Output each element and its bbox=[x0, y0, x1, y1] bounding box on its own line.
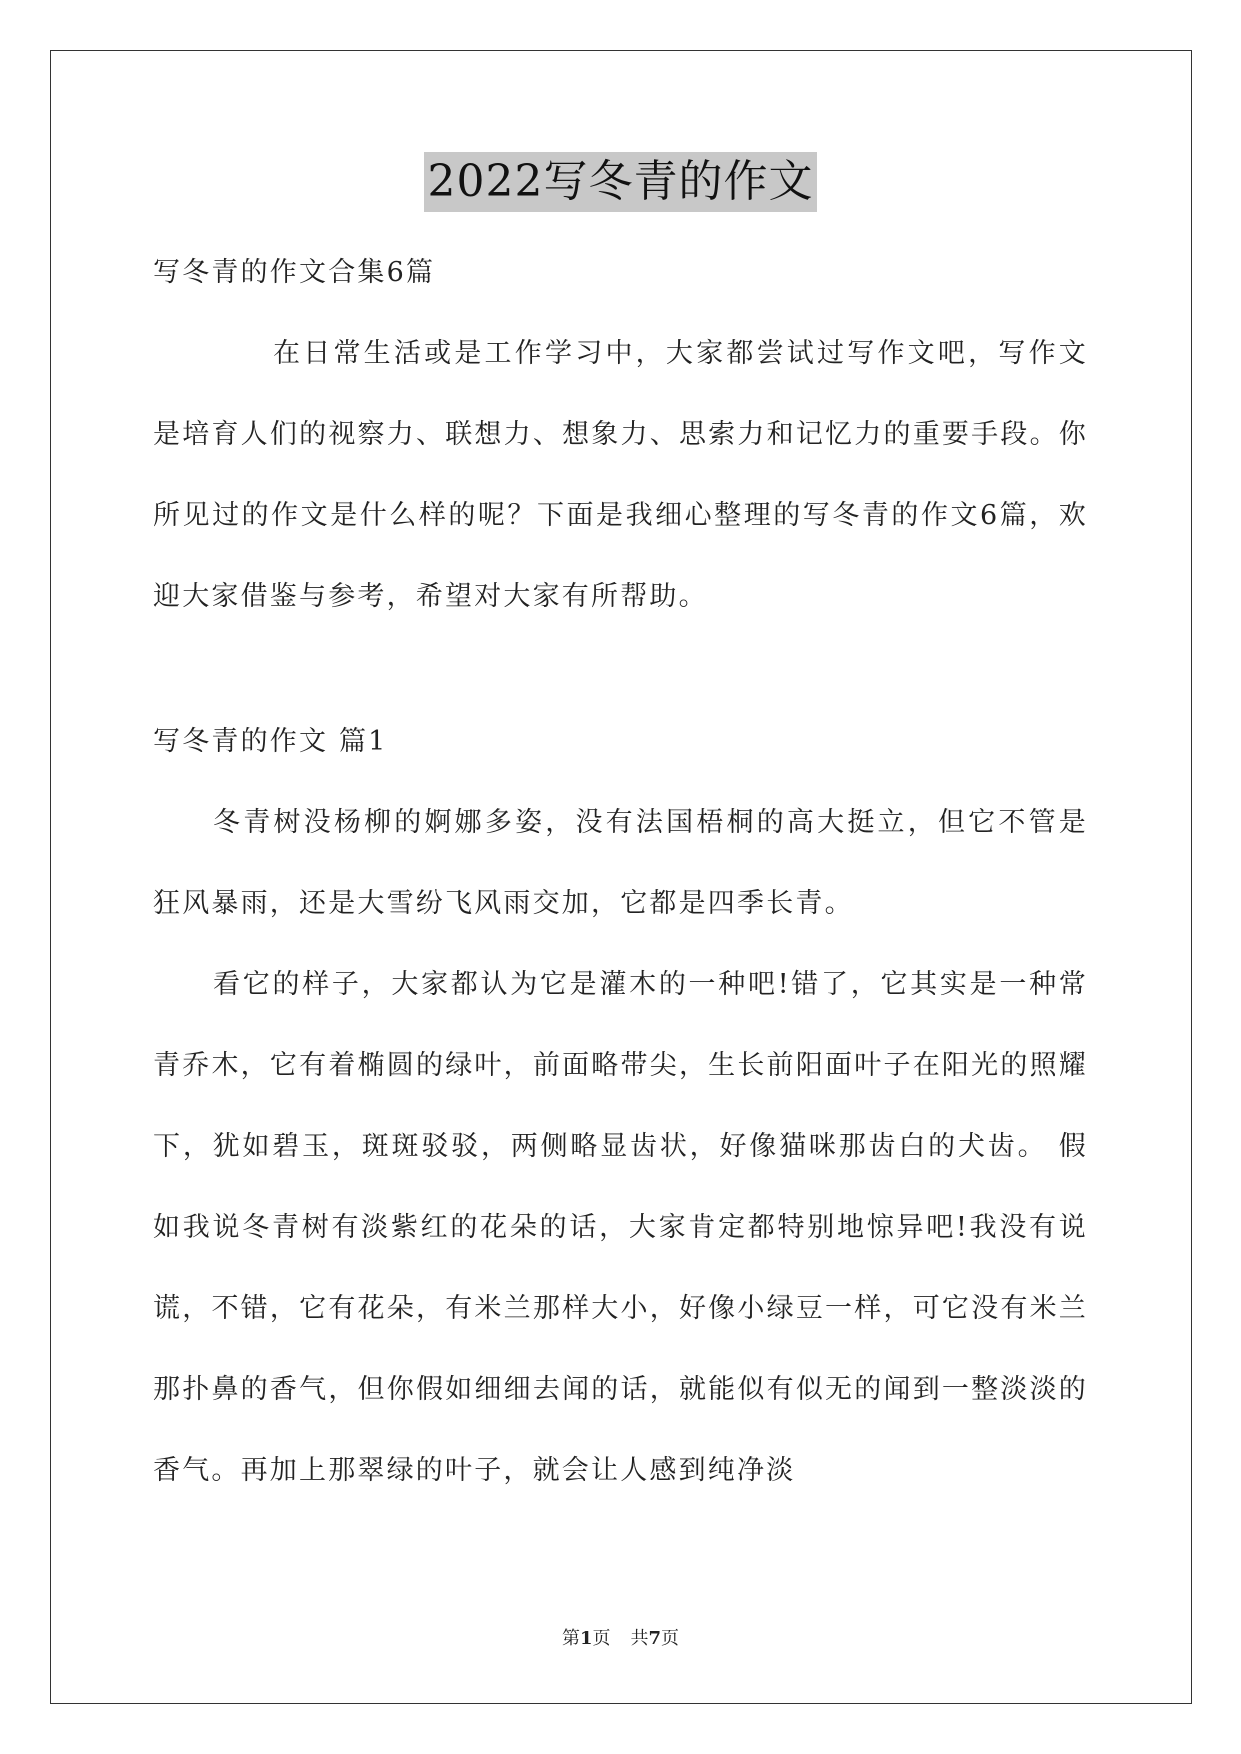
document-title: 2022写冬青的作文 bbox=[424, 152, 818, 212]
page-footer bbox=[0, 1624, 1241, 1650]
footer-total-pages: 7 bbox=[648, 1628, 662, 1649]
document-body bbox=[153, 232, 1088, 1511]
intro-paragraph: 在日常生活或是工作学习中，大家都尝试过写作文吧，写作文是培育人们的视察力、联想力、想象力、思索力和记忆力的重要手段。你所见过的作文是什么样的呢？下面是我细心整理的写冬青的作文6篇，欢迎大家借鉴与参考，希望对大家有所帮助。 bbox=[153, 338, 1088, 612]
footer-total-prefix: 共 bbox=[630, 1628, 649, 1649]
title-block bbox=[0, 152, 1241, 212]
footer-page-number: 1 bbox=[579, 1628, 593, 1649]
section-heading: 写冬青的作文 篇1 bbox=[153, 726, 388, 757]
intro-heading: 写冬青的作文合集6篇 bbox=[153, 257, 436, 288]
body-paragraph-1: 冬青树没杨柳的婀娜多姿，没有法国梧桐的高大挺立，但它不管是狂风暴雨，还是大雪纷飞风雨交加，它都是四季长青。 bbox=[153, 807, 1088, 919]
body-paragraph-2: 看它的样子，大家都认为它是灌木的一种吧!错了，它其实是一种常青乔木，它有着椭圆的绿叶，前面略带尖，生长前阳面叶子在阳光的照耀下，犹如碧玉，斑斑驳驳，两侧略显齿状，好像猫咪那齿白的犬齿。 假如我说冬青树有淡紫红的花朵的话，大家肯定都特别地惊异吧!我没有说谎，不错，它有花朵，有米兰那样大小，好像小绿豆一样，可它没有米兰那扑鼻的香气，但你假如细细去闻的话，就能似有似无的闻到一整淡淡的香气。再加上那翠绿的叶子，就会让人感到纯净淡 bbox=[153, 969, 1088, 1486]
footer-page-suffix: 页 bbox=[592, 1628, 611, 1649]
footer-total-suffix: 页 bbox=[661, 1628, 680, 1649]
footer-prefix: 第 bbox=[561, 1628, 580, 1649]
